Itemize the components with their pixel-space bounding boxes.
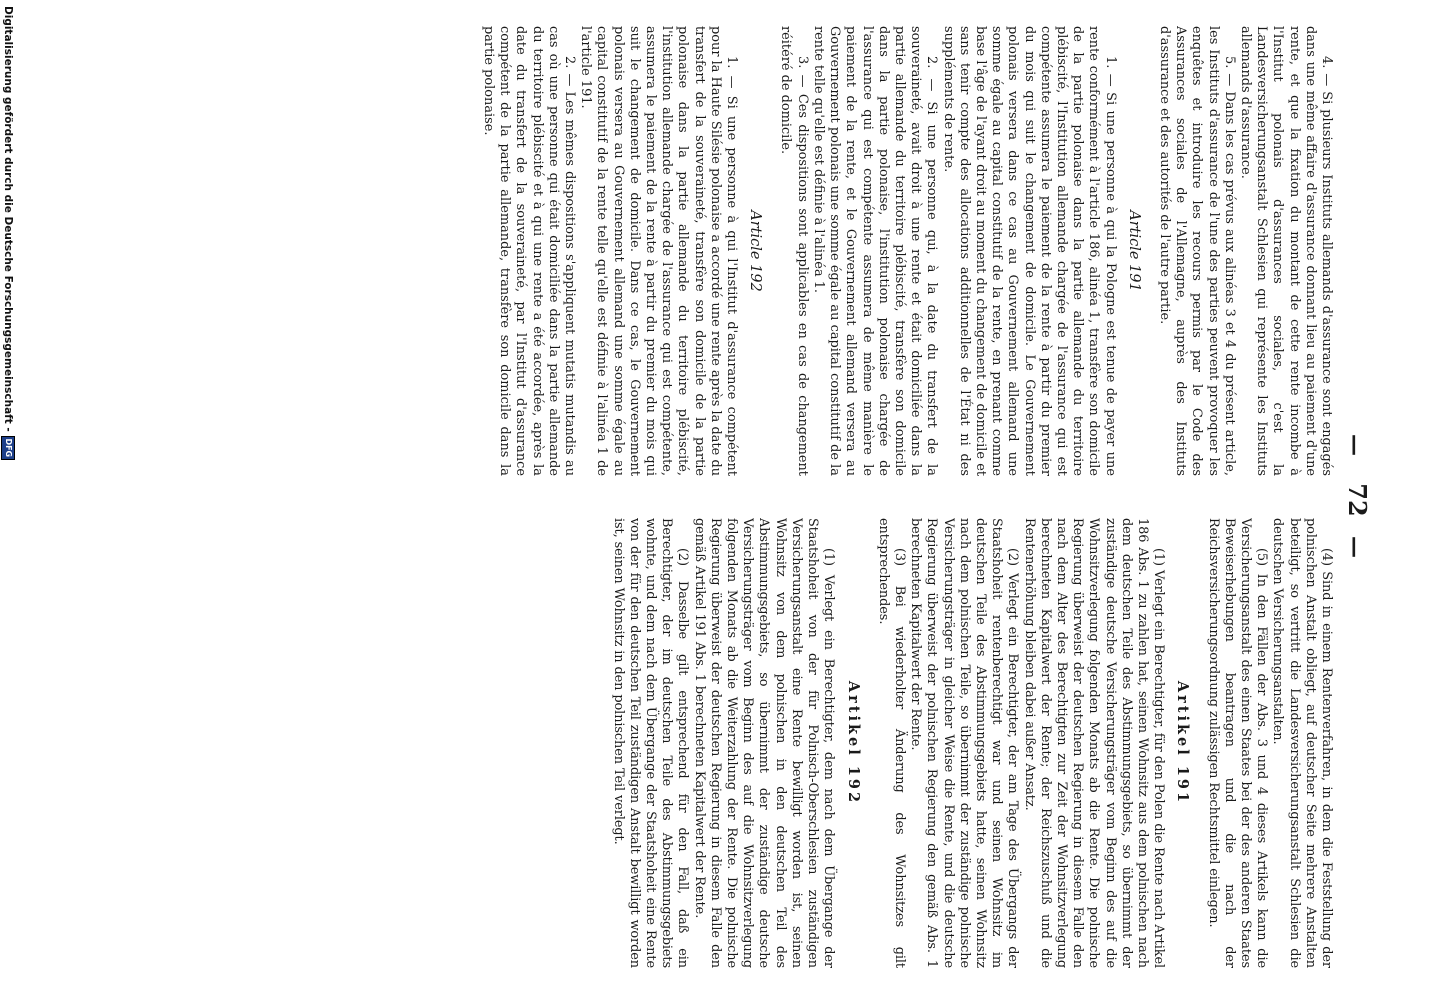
de-art191-paragraph-2: (2) Verlegt ein Berechtigter, der am Tage des Übergangs der Staatshoheit rentenberechtigt war und seinen Wohnsitz im deutschen Teile des Abstimmungsgebiets hatte, seinen Wohnsitz nach dem polnischen Teile, so übernimmt der zuständige polnische Versicherungsträger in gleicher Weise die Rente, und die deutsche Regierung überweist der polnischen Regierung den gemäß Abs. 1 berechneten Kapitalwert der Rente.: [908, 518, 1021, 968]
credit-text: Digitalisierung gefördert durch die Deutsche Forschungsgemeinschaft -: [2, 6, 14, 432]
de-art191-paragraph-1: (1) Verlegt ein Berechtigter, für den Polen die Rente nach Artikel 186 Abs. 1 zu zahlen hat, seinen Wohnsitz aus dem polnischen nach dem deutschen Teile des Abstimmungsgebiets, so übernimmt der zuständige deutsche Versicherungsträger vom Beginn des auf die Wohnsitzverlegung folgenden Monats ab die Rente. Die polnische Regierung überweist der deutschen Regierung in diesem Falle den nach dem Alter des Berechtigten zur Zeit der Wohnsitzverlegung berechneten Kapitalwert der Rente; der Reichszuschuß und die Rentenerhöhung bleiben dabei außer Ansatz.: [1021, 518, 1167, 968]
de-article-191-heading: Artikel 191: [1174, 680, 1192, 806]
page-number: 72: [1343, 483, 1372, 517]
french-column: [94, 26, 1334, 476]
page-header: [1332, 0, 1372, 1000]
fr-art192-paragraph-2: 2. — Les mêmes dispositions s'appliquent mutatis mutandis au cas où une personne qui était domiciliée dans la partie allemande du territoire plébiscité et à qui une rente a été accordée, après la date du transfert de la souveraineté, par l'Institut d'assurance compétent de la partie allemande, transfère son domicile dans la partie polonaise.: [481, 26, 578, 476]
de-paragraph-5: (5) In den Fällen der Abs. 3 und 4 dieses Artikels kann die Versicherungsanstalt des einen Staates bei der des anderen Staates Beweiserhebungen beantragen und die nach der Reichsversicherungsordnung zulässigen Rechtsmittel einlegen.: [1205, 518, 1270, 968]
fr-paragraph-5: 5. — Dans les cas prévus aux alinéas 3 et 4 du présent article, les Instituts d'assurance de l'une des parties peuvent provoquer les enquêtes et introduire les recours permis par le Code des Assurances sociales de l'Allemagne, auprès des Instituts d'assurance et des autorités de l'autre partie.: [1156, 26, 1237, 476]
header-dash-left: —: [1342, 434, 1368, 456]
fr-art191-paragraph-1: 1. — Si une personne à qui la Pologne est tenue de payer une rente conformément à l'article 186, alinéa 1, transfère son domicile de la partie polonaise dans la partie allemande du territoire plébiscité, l'Institution allemande chargée de l'assurance qui est compétente assumera le paiement de la rente à partir du premier du mois qui suit le changement de domicile. Le Gouvernement polonais versera dans ce cas au Gouvernement allemand une somme égale au capital constitutif de la rente, en prenant comme base l'âge de l'ayant droit au moment du changement de domicile et sans tenir compte des allocations additionnelles de l'État ni des suppléments de rente.: [940, 26, 1118, 476]
fr-article-192-heading: Article 192: [747, 210, 764, 292]
de-art192-paragraph-2: (2) Dasselbe gilt entsprechend für den Fall, daß ein Berechtigter, der im deutschen Teile des Abstimmungsgebiets wohnte, und dem nach dem Übergange der Staatshoheit eine Rente von der für den deutschen Teil zuständigen Anstalt bewilligt worden ist, seinen Wohnsitz in den polnischen Teil verlegt.: [610, 518, 691, 968]
fr-art192-paragraph-1: 1. — Si une personne à qui l'Institut d'assurance compétent pour la Haute Silésie polonaise a accordé une rente après la date du transfert de la souveraineté, transfère son domicile de la partie polonaise dans la partie allemande du territoire plébiscité, l'institution allemande chargée de l'assurance qui est compétente, assumera le paiement de la rente à partir du premier du mois qui suit le changement de domicile. Dans ce cas, le Gouvernement polonais versera au Gouvernement allemand une somme égale au capital constitutif de la rente telle qu'elle est définie à l'alinéa 1 de l'article 191.: [578, 26, 740, 476]
fr-article-191-heading: Article 191: [1125, 210, 1142, 292]
dfg-logo-icon: DFG: [1, 436, 15, 460]
de-art191-paragraph-3: (3) Bei wiederholter Änderung des Wohnsitzes gilt entsprechendes.: [875, 518, 907, 968]
credit-line: [0, 0, 16, 1000]
fr-art191-paragraph-2: 2. — Si une personne qui, à la date du transfert de la souveraineté, avait droit à une rente et était domiciliée dans la partie allemande du territoire plébiscité, transfère son domicile dans la partie polonaise, l'institution polonaise chargée de l'assurance qui est compétente assumera de même manière le paiement de la rente, et le Gouvernement allemand versera au Gouvernement polonais une somme égale au capital constitutif de la rente telle qu'elle est définie à l'alinéa 1.: [810, 26, 940, 476]
fr-paragraph-4: 4. — Si plusieurs Instituts allemands d'assurance sont engagés dans une même affaire d'assurance donnant lieu au paiement d'une rente, et que la fixation du montant de cette rente incombe à l'Institut polonais d'assurances sociales, c'est la Landesversicherungsanstalt Schlesien qui représente les Instituts allemands d'assurance.: [1237, 26, 1334, 476]
fr-art191-paragraph-3: 3. — Ces dispositions sont applicables en cas de changement réitéré de domicile.: [778, 26, 810, 476]
de-article-192-heading: Artikel 192: [844, 680, 862, 806]
header-dash-right: —: [1342, 536, 1368, 558]
de-paragraph-4: (4) Sind in einem Rentenverfahren, in dem die Feststellung der polnischen Anstalt obliegt, auf deutscher Seite mehrere Anstalten beteiligt, so vertritt die Landesversicherungsanstalt Schlesien die deutschen Versicherungsanstalten.: [1270, 518, 1334, 968]
credit-strip: [0, 0, 16, 1000]
de-art192-paragraph-1: (1) Verlegt ein Berechtigter, dem nach dem Übergange der Staatshoheit von der für Polnisch-Oberschlesien zuständigen Versicherungsanstalt eine Rente bewilligt worden ist, seinen Wohnsitz von dem polnischen in den deutschen Teil des Abstimmungsgebiets, so übernimmt der zuständige deutsche Versicherungsträger vom Beginn des auf die Wohnsitzverlegung folgenden Monats ab die Weiterzahlung der Rente. Die polnische Regierung überweist der deutschen Regierung in diesem Falle den gemäß Artikel 191 Abs. 1 berechneten Kapitalwert der Rente.: [691, 518, 837, 968]
german-column: [94, 518, 1334, 968]
